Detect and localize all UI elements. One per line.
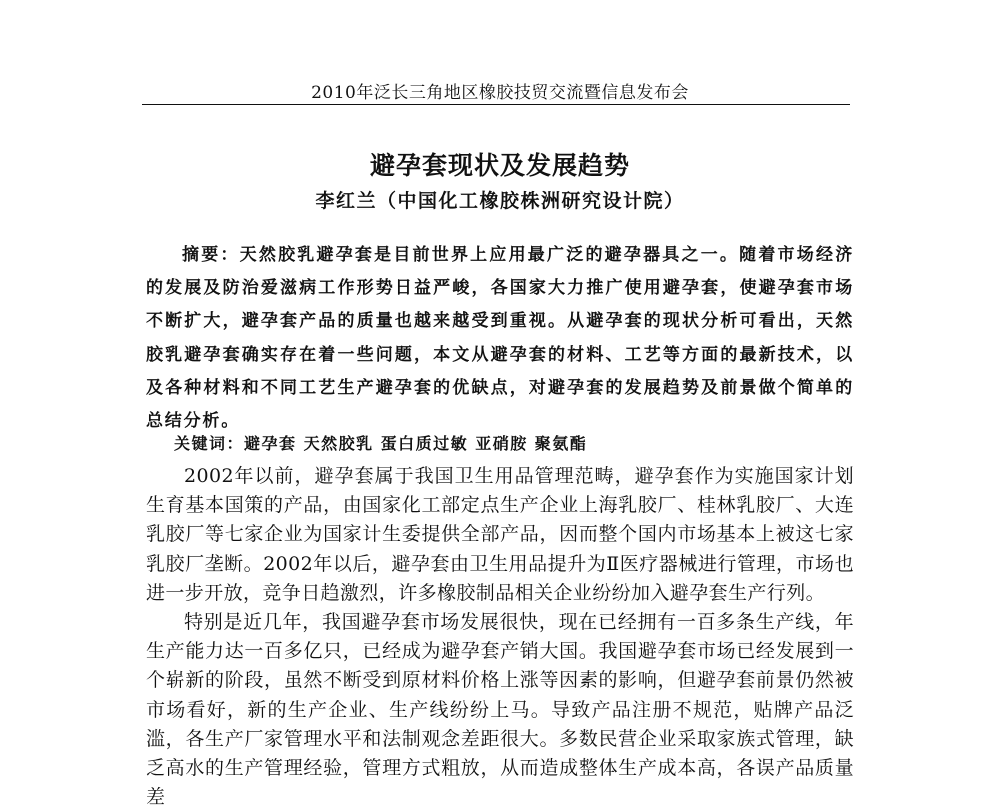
keywords-text: 避孕套 天然胶乳 蛋白质过敏 亚硝胺 聚氨酯 — [244, 434, 588, 453]
article-author: 李红兰（中国化工橡胶株洲研究设计院） — [315, 190, 685, 212]
body-paragraph: 2002年以前，避孕套属于我国卫生用品管理范畴，避孕套作为实施国家计划生育基本国策的产品，由国家化工部定点生产企业上海乳胶厂、桂林乳胶厂、大连乳胶厂等七家企业为国家计生委提供全部产品，因而整个国内市场基本上被这七家乳胶厂垄断。2002年以后，避孕套由卫生用品提升为Ⅱ医疗器械进行管理，市场也进一步开放，竞争日趋激烈，许多橡胶制品相关企业纷纷加入避孕套生产行列。 — [146, 465, 854, 604]
abstract-label: 摘要： — [182, 245, 240, 265]
keywords-label: 关键词： — [174, 434, 245, 453]
body-paragraph: 特别是近几年，我国避孕套市场发展很快，现在已经拥有一百多条生产线，年生产能力达一百多亿只，已经成为避孕套产销大国。我国避孕套市场已经发展到一个崭新的阶段，虽然不断受到原材料价格上涨等因素的影响，但避孕套前景仍然被市场看好，新的生产企业、生产线纷纷上马。导致产品注册不规范，贴牌产品泛滥，各生产厂家管理水平和法制观念差距很大。多数民营企业采取家族式管理，缺乏高水的生产管理经验，管理方式粗放，从而造成整体生产成本高，各误产品质量差 — [146, 611, 854, 809]
abstract-paragraph — [146, 239, 854, 438]
abstract-text: 天然胶乳避孕套是目前世界上应用最广泛的避孕器具之一。随着市场经济的发展及防治爱滋病工作形势日益严峻，各国家大力推广使用避孕套，使避孕套市场不断扩大，避孕套产品的质量也越来越受到重视。从避孕套的现状分析可看出，天然胶乳避孕套确实存在着一些问题，本文从避孕套的材料、工艺等方面的最新技术，以及各种材料和不同工艺生产避孕套的优缺点，对避孕套的发展趋势及前景做个简单的总结分析。 — [146, 245, 854, 432]
keywords-line — [146, 429, 854, 459]
running-header: 2010年泛长三角地区橡胶技贸交流暨信息发布会 — [311, 83, 689, 103]
article-title: 避孕套现状及发展趋势 — [369, 151, 630, 180]
header-divider — [142, 104, 850, 105]
